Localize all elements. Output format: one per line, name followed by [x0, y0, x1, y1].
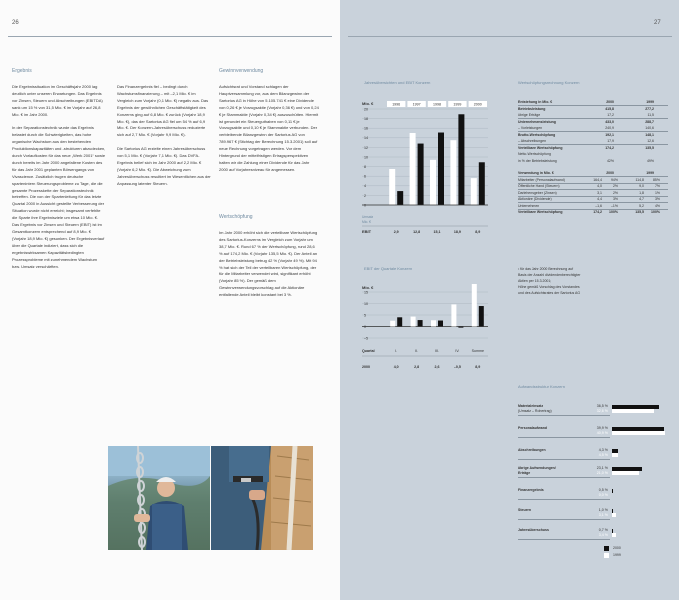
expense-bar-2000: [612, 529, 613, 533]
expense-percent-2000: 23,1 %: [596, 466, 608, 470]
text-column-1: [12, 84, 106, 277]
ebit-unit-label: Mio. €: [362, 101, 374, 106]
table-cell-label: – Abschreibungen: [518, 139, 547, 143]
expense-percent-2000: 1,0 %: [598, 508, 608, 512]
ebit-data-label: 2,9: [393, 230, 399, 234]
table-cell-2000: 240,9: [605, 126, 614, 130]
expense-bar-2000: [612, 509, 613, 513]
ebit-y-tick: 10: [364, 155, 368, 160]
ebit-y-tick: 8: [364, 165, 366, 169]
quarter-y-tick: 0: [364, 324, 366, 329]
table-cell-2000: 17,9: [607, 139, 614, 143]
table-cell-2000: 17,2: [607, 113, 614, 117]
quarter-data-label: –0,5: [453, 365, 461, 369]
table-cell-1999: 12,6: [647, 139, 654, 143]
quarter-bar-2000: [418, 320, 423, 326]
ebit-row-label: EBIT: [362, 229, 372, 234]
table-cell-label: Betriebsleistung: [518, 106, 546, 111]
table-cell-1999: 140,6: [645, 126, 654, 130]
expense-percent-2000: 4,3 %: [598, 448, 608, 452]
legend-swatch-1999: [604, 553, 609, 558]
quarter-bar-2000: [479, 306, 484, 326]
quarter-category-label: Summe: [471, 349, 484, 353]
ebit-year-label: 1998: [433, 102, 441, 107]
expense-percent-1999: 21,0 %: [596, 471, 608, 475]
expense-percent-1999: 4,5 %: [598, 453, 608, 457]
expense-bar-2000: [612, 467, 642, 471]
table-cell-label: Darlehensgeber (Zinsen): [518, 190, 557, 195]
table-cell-label: in % der Betriebsleistung: [518, 158, 557, 163]
quarter-data-label: 8,9: [475, 365, 481, 369]
ebit-data-label: 12,8: [413, 230, 421, 234]
footnote-line: Höhe gemäß Vorschlag des Vorstandes: [518, 285, 580, 289]
page-number-right: 27: [654, 20, 661, 26]
heading-wertschoepfung: Wertschöpfung: [219, 214, 253, 220]
table-cell-value: 4,4: [597, 197, 602, 201]
ebit-year-label: 1996: [392, 102, 401, 107]
ebit-y-tick: 6: [364, 174, 366, 179]
expense-sublabel: Erträge: [518, 471, 531, 475]
footnote-line: Aktien per 15.3.2001;: [518, 279, 552, 283]
table-cell-percent: 2%: [612, 190, 618, 195]
right-page: [340, 0, 679, 600]
table-cell-value: 135,5: [635, 210, 644, 214]
ebit-data-label: 15,1: [433, 230, 441, 234]
page-number-left: 26: [12, 20, 19, 26]
ebit-y-tick: 16: [364, 126, 368, 131]
ebit-bar-value: [418, 144, 424, 205]
table-cell-2000: 42%: [606, 158, 614, 163]
quarter-y-tick: 15: [364, 290, 368, 295]
table-cell-value: –1,6: [595, 203, 602, 208]
ebit-y-tick: 20: [364, 107, 368, 112]
expense-bar-2000: [612, 427, 664, 431]
ebit-bar-umsatz: [389, 169, 395, 205]
table-cell-1999: 1999: [646, 100, 654, 104]
expense-bar-1999: [612, 513, 616, 517]
table-cell-label: übrige Erträge: [518, 113, 541, 117]
ebit-bar-umsatz: [410, 133, 416, 205]
expense-percent-1999: 3,1 %: [598, 513, 608, 517]
quarter-bar-1999: [390, 321, 395, 327]
table-cell-value: 164,4: [593, 177, 602, 182]
ebit-y-tick: 4: [364, 184, 366, 189]
table-cell-label: Unternehmen: [518, 203, 540, 208]
quarter-unit-label: Mio. €: [362, 285, 374, 290]
ebit-bar-umsatz: [471, 178, 477, 205]
expense-percent-1999: 32,6 %: [596, 409, 608, 413]
expense-label: Abschreibungen: [518, 448, 546, 452]
table-cell-percent: 1%: [654, 190, 660, 195]
expense-row-rule: [518, 437, 610, 438]
ebit-bar-value: [397, 191, 403, 205]
ebit-year-label: 1997: [412, 102, 421, 107]
expense-percent-1999: 3,4 %: [598, 533, 608, 537]
ebit-data-label: 8,9: [475, 230, 481, 234]
expense-bar-1999: [612, 533, 616, 537]
expense-row-rule: [518, 477, 610, 478]
expense-bar-1999: [612, 409, 654, 413]
worker-chain-photo: [108, 446, 210, 550]
footnote-line: und des Aufsichtsrates der Sartorius AG: [518, 291, 581, 295]
quarter-chart: [362, 284, 492, 378]
table-cell-1999: 135,5: [645, 145, 654, 150]
table-cell-value: 5,2: [639, 203, 644, 208]
quarter-data-label: 2,6: [434, 365, 440, 369]
table-cell-label: Mitarbeiter (Personalaufwand): [518, 177, 565, 182]
table-cell-1999: 277,2: [645, 106, 654, 111]
paragraph: In der Separationstechnik wurde das Ergebnis belastet durch die Schwierigkeiten, das hohe organische Wachstum aus den bestehenden Produktionskapazitäten und -strukturen abzudecken, durch Vorlaufkosten für das neue „Werk 2001“ sowie durch bereits im Jahr 2000 angefallene Kosten des für das Jahr 2001 geplanten Börsengangs von Vivascience. Zusätzlich trugen deutsche spartenintern Steuerungsprobleme zu Tage, die die gesamte Prozesskette der Separationstechnik betreffen. Die von der Spartenleitung für das letzte Quartal 2000 in Aussicht gestellte Verbesserung der Situation wurde nicht erreicht; insgesamt verfehlte die Sparte ihre Ergebnisziele um etwa 10 Mio. €. Das Ergebnis vor Zinsen und Steuern (EBIT) ist im Gesamtkonzern entsprechend auf 8,9 Mio. € (Vorjahr 18,9 Mio. €) gesunken. Der Ergebnisverlauf über die Quartale indiziert, dass sich die ergebniswirksamen Kapazitätsbedingten Prozessprobleme mit zunehmendem Wachstum bzw. Umsatz verschärften.: [12, 125, 106, 269]
table-cell-label: Öffentliche Hand (Steuern): [518, 184, 560, 188]
paragraph: Die Sartorius AG erzielte einen Jahresüberschuss von 5,1 Mio. € (Vorjahr 7,1 Mio. €). Das DVFA-Ergebnis belief sich im Jahr 2000 auf 2,2 Mio. € (Vorjahr 6,2 Mio. €). Die Abweichung zum Jahresüberschuss resultiert im Wesentlichen aus der Anpassung latenter Steuern.: [117, 146, 211, 186]
quarter-bar-1999: [451, 304, 456, 326]
table-cell-label: Brutto-Wertschöpfung: [518, 132, 556, 137]
table-cell-2000: 2000: [606, 100, 614, 104]
ebit-bar-umsatz: [430, 160, 436, 205]
quarter-data-label: 2,8: [414, 365, 420, 369]
table-cell-value: 4,0: [597, 184, 602, 188]
expense-bar-1999: [612, 453, 618, 457]
text-column-3b: [219, 230, 319, 306]
legend-swatch-2000: [604, 546, 609, 551]
expense-percent-1999: 0,0 %: [598, 493, 608, 497]
table-cell-value: 3,1: [597, 190, 602, 195]
expense-row-rule: [518, 519, 610, 520]
table-cell-label: Verteilbare Wertschöpfung: [518, 210, 563, 214]
footnote-line: Basis der Anzahl dividendenberechtigter: [518, 273, 581, 277]
table-cell-value: 174,2: [593, 210, 602, 214]
quarter-y-tick: 5: [364, 313, 366, 318]
value-table-footnote: [518, 266, 668, 296]
expense-percent-2000: 0,5 %: [598, 488, 608, 492]
paragraph: Die Ergebnissituation im Geschäftsjahr 2000 lag deutlich unter unseren Erwartungen. Das Ergebnis vor Zinsen, Steuern und Abschreibungen (EBITDA) sank um 15 % von 31,5 Mio. € im Vorjahr auf 26,8 Mio. € im Jahr 2000.: [12, 84, 103, 117]
ebit-data-label: 18,9: [453, 230, 461, 234]
table-cell-percent: 2%: [612, 184, 618, 188]
table-cell-2000: 433,0: [605, 119, 614, 124]
table-row: [518, 107, 668, 113]
paragraph: Im Jahr 2000 erhöht sich die verteilbare Wertschöpfung des Sartorius-Konzerns im Vergleich zum Vorjahr um 38,7 Mio. €. Rund 67 % der Wertschöpfung, rund 28,6 % auf 174,2 Mio. € (Vorjahr 135,5 Mio. €). Der Anteil an der Betriebsleistung betrug 42 % (Vorjahr 49 %). Mit 94 % hat sich der Teil der verteilbaren Wertschöpfung, der für die Mitarbeiter verwendet wird, signifikant erhöht (Vorjahr 85 %). Der gemäß dem Gewinnverwendungsvorschlag auf die Aktionäre entfallende Anteil bleibt konstant bei 3 %.: [219, 230, 318, 298]
quarter-data-label: 4,0: [393, 365, 399, 369]
expense-bar-2000: [612, 489, 613, 493]
table-cell-2000: 174,2: [605, 145, 614, 150]
text-column-2: [117, 84, 211, 194]
expense-percent-2000: 0,7 %: [598, 528, 608, 532]
table-cell-value: 9,0: [639, 184, 644, 188]
legend-label-1999: 1999: [613, 553, 621, 557]
expense-sublabel: (Umsatz – Rohertrag): [518, 409, 552, 413]
expense-label: Personalaufwand: [518, 426, 547, 430]
expense-chart-heading: Aufwandsstruktur Konzern: [518, 384, 565, 389]
value-added-table: [518, 100, 668, 260]
quarter-category-label: I.: [395, 349, 398, 353]
quarter-category-label: III.: [435, 349, 439, 353]
table-cell-label: – Vorleistungen: [518, 126, 543, 130]
quarter-bar-1999: [472, 284, 477, 327]
table-row-total: [518, 210, 668, 216]
quarter-bar-2000: [458, 327, 463, 328]
expense-bar-1999: [612, 471, 639, 475]
expense-label: Steuern: [518, 508, 532, 512]
quarter-bar-2000: [397, 317, 402, 326]
expense-label: übrige Aufwendungen/: [518, 466, 556, 470]
legend-label-2000: 2000: [613, 546, 621, 550]
table-cell-percent: 85%: [652, 177, 660, 182]
ebit-row-label-unit: Mio. €: [362, 220, 371, 224]
quarter-category-label: IV.: [455, 349, 460, 353]
expense-row-rule: [518, 459, 610, 460]
table-cell-label: Entstehung in Mio. €: [518, 100, 553, 104]
ebit-bar-value: [458, 114, 464, 205]
table-row: [518, 146, 668, 152]
ebit-year-label: 2000: [473, 102, 482, 107]
top-rule-right: [348, 36, 672, 37]
table-cell-1999: 49%: [646, 158, 654, 163]
ebit-row-label-umsatz: Umsatz: [362, 215, 374, 219]
quarter-year-label: 2000: [362, 365, 370, 369]
quarter-bar-2000: [438, 321, 443, 327]
ebit-bar-value: [479, 162, 485, 205]
table-cell-label: Verteilbare Wertschöpfung: [518, 145, 563, 150]
heading-ergebnis: Ergebnis: [12, 68, 32, 74]
table-cell-label: Netto-Wertschöpfung: [518, 152, 552, 156]
table-cell-percent: 100%: [651, 210, 660, 214]
table-cell-value: 4,7: [639, 197, 644, 201]
table-cell-2000: 415,8: [605, 106, 614, 111]
expense-percent-1999: 40,9 %: [596, 431, 608, 435]
table-cell-1999: 288,7: [645, 119, 654, 124]
expense-row-rule: [518, 415, 610, 416]
paragraph: Aufsichtsrat und Vorstand schlagen der Hauptversammlung vor, aus dem Bilanzgewinn der Sartorius AG in Höhe von 5.105.741 € eine Dividende von 0,26 € je Vorzugsaktie (Vorjahr 0,36 €) und von 0,24 € je Stammaktie (Vorjahr 0,34 €) auszuschütten. Hiermit ist gerundet ein Steuerguthaben von 0,11 € je Vorzugsaktie und 0,10 € je Stammaktie verbunden. Der verbleibende Bilanzgewinn der Sartorius AG von 789.967 € (Stichtag der Berechnung 15.3.2001) soll auf neue Rechnung vorgetragen werden. Vor dem Hintergrund der mittelfristigen Ertragsperspektiven halten wir die Zahlung einer Dividende für das Jahr 2000 auf Vorjahresniveau für angemessen.: [219, 84, 319, 172]
paragraph: Das Finanzergebnis fiel – bedingt durch Wachstumsfinanzierung – mit –2,1 Mio. € im Vergleich zum Vorjahr (0,1 Mio. €) negativ aus. Das Ergebnis der gewöhnlichen Geschäftstätigkeit des Konzerns ging auf 6,8 Mio. € zurück (Vorjahr 18,9 Mio. €), das der Sartorius AG fiel um 54 % auf 6,9 Mio. €. Der Konzern-Jahresüberschuss reduzierte sich auf 2,7 Mio. € (Vorjahr 9,9 Mio. €).: [117, 84, 209, 138]
worker-tools-photo: [211, 446, 313, 550]
table-cell-value: 114,8: [635, 177, 644, 182]
table-cell-label: Aktionäre (Dividende): [518, 197, 552, 201]
ebit-year-label: 1999: [453, 102, 462, 107]
table-cell-label: Verwendung in Mio. €: [518, 171, 554, 175]
ebit-y-tick: 2: [364, 193, 366, 198]
quarter-y-tick: –5: [364, 336, 368, 341]
footnote-line: ¹ für das Jahr 2000 Berechnung auf: [518, 267, 574, 271]
expense-chart: [518, 400, 668, 590]
table-cell-2000: 2000: [606, 171, 614, 175]
table-cell-1999: 1999: [646, 171, 654, 175]
quarter-y-tick: 10: [364, 301, 368, 306]
table-cell-percent: 7%: [654, 184, 660, 188]
quarter-row-label: Quartal: [362, 349, 375, 353]
quarter-category-label: II.: [415, 349, 419, 353]
quarter-chart-heading: EBIT der Quartale Konzern: [364, 266, 413, 271]
value-table-heading: Wertschöpfungsrechnung Konzern: [518, 80, 580, 85]
expense-bar-2000: [612, 449, 618, 453]
expense-row-rule: [518, 499, 610, 500]
ebit-y-tick: 14: [364, 136, 368, 141]
expense-label: Jahresüberschuss: [518, 528, 549, 532]
ebit-y-tick: 12: [364, 145, 368, 150]
table-cell-percent: 3%: [612, 197, 618, 201]
text-column-3: [219, 84, 319, 181]
ebit-bar-umsatz: [450, 140, 456, 205]
table-cell-label: Unternehmensleistung: [518, 119, 556, 124]
table-cell-1999: 11,5: [647, 113, 654, 117]
expense-label: Materialeinsatz: [518, 404, 544, 408]
table-cell-percent: 4%: [654, 203, 660, 208]
expense-bar-2000: [612, 405, 659, 409]
table-cell-percent: 94%: [610, 177, 618, 182]
table-row: [518, 120, 668, 126]
table-row: [518, 133, 668, 139]
expense-label: Finanzergebnis: [518, 488, 544, 492]
table-cell-percent: 100%: [609, 210, 618, 214]
ebit-chart: [362, 99, 492, 244]
expense-bar-1999: [612, 431, 665, 435]
table-row: [518, 152, 668, 158]
ebit-y-tick: 18: [364, 117, 368, 121]
table-cell-2000: 192,1: [605, 132, 614, 137]
quarter-bar-1999: [431, 320, 436, 326]
table-cell-1999: 148,1: [645, 132, 654, 137]
table-cell-value: 1,8: [639, 190, 644, 195]
ebit-y-tick: 0: [364, 203, 366, 208]
top-rule-left: [8, 36, 332, 37]
quarter-bar-1999: [411, 317, 416, 327]
heading-gewinnverwendung: Gewinnverwendung: [219, 68, 264, 74]
table-cell-percent: 3%: [654, 197, 660, 201]
ebit-chart-heading: Jahresübersichten und EBIT Konzern: [364, 80, 431, 85]
table-cell-percent: –1%: [610, 203, 618, 208]
expense-row-rule: [518, 539, 610, 540]
table-row: [518, 159, 668, 165]
expense-percent-2000: 39,9 %: [596, 426, 608, 430]
ebit-bar-value: [438, 133, 444, 205]
expense-percent-2000: 36,5 %: [596, 404, 608, 408]
